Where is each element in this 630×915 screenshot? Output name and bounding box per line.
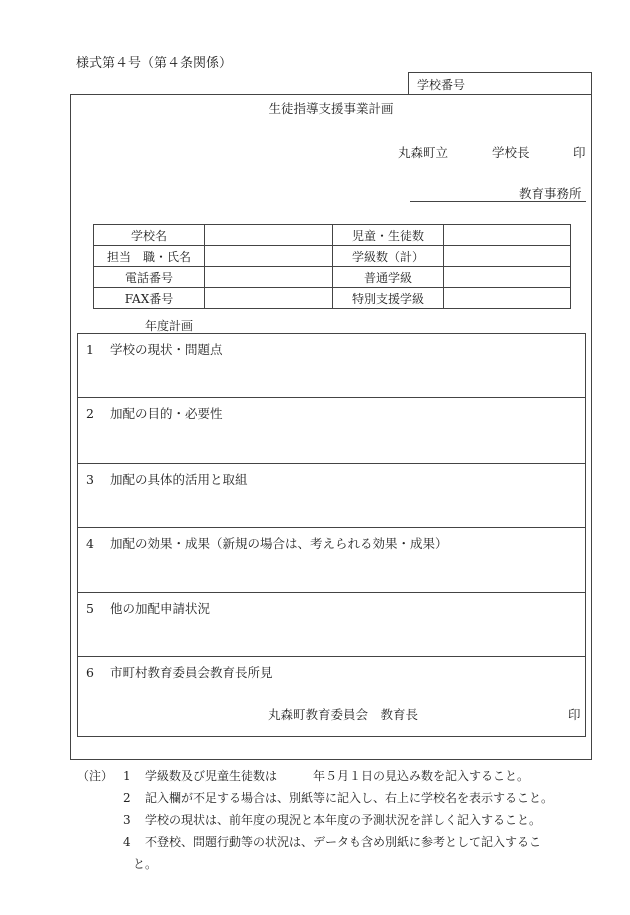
- section-title: 他の加配申請状況: [110, 601, 211, 616]
- table-label-cell: 特別支援学級: [333, 288, 444, 309]
- section-number: 4: [86, 536, 94, 551]
- section-title: 学校の現状・問題点: [110, 342, 223, 357]
- table-input-cell[interactable]: [444, 246, 571, 267]
- section-title: 加配の効果・成果（新規の場合は、考えられる効果・成果）: [110, 536, 448, 551]
- section-number: 1: [86, 342, 94, 357]
- principal-label: 学校長: [492, 145, 530, 160]
- note-number: 3: [123, 813, 131, 827]
- note-number: 4: [123, 835, 131, 849]
- table-label-cell: 児童・生徒数: [333, 225, 444, 246]
- plan-section-1[interactable]: [77, 333, 586, 398]
- annual-plan-label: 年度計画: [145, 319, 194, 333]
- table-label-cell: 普通学級: [333, 267, 444, 288]
- table-input-cell[interactable]: [205, 267, 333, 288]
- table-input-cell[interactable]: [444, 267, 571, 288]
- plan-section-6[interactable]: [77, 656, 586, 737]
- plan-section-3[interactable]: [77, 463, 586, 528]
- section-number: 2: [86, 406, 94, 421]
- school-info-table: [93, 224, 571, 309]
- note-text: 学級数及び児童生徒数は 年５月１日の見込み数を記入すること。: [145, 769, 530, 783]
- note-item: [77, 787, 597, 809]
- note-item: [77, 765, 597, 787]
- section-number: 3: [86, 472, 94, 487]
- school-number-label: 学校番号: [417, 78, 466, 92]
- section-title: 市町村教育委員会教育長所見: [110, 665, 273, 680]
- education-office-underline: [410, 201, 586, 202]
- note-text: 記入欄が不足する場合は、別紙等に記入し、右上に学校名を表示すること。: [145, 791, 554, 805]
- school-number-box[interactable]: [408, 72, 592, 94]
- board-seal-mark: 印: [568, 707, 581, 722]
- table-input-cell[interactable]: [444, 288, 571, 309]
- note-continuation: と。: [133, 857, 158, 871]
- table-input-cell[interactable]: [205, 225, 333, 246]
- form-number-label: 様式第４号（第４条関係）: [76, 56, 233, 71]
- board-signature-label: 丸森町教育委員会 教育長: [268, 707, 419, 722]
- table-row: [94, 225, 571, 246]
- note-continuation-row: [77, 853, 597, 875]
- table-row: [94, 288, 571, 309]
- education-office-label: 教育事務所: [519, 186, 582, 201]
- note-text: 学校の現状は、前年度の現況と本年度の予測状況を詳しく記入すること。: [145, 813, 542, 827]
- table-input-cell[interactable]: [205, 246, 333, 267]
- note-item: [77, 809, 597, 831]
- table-label-cell: FAX番号: [94, 288, 205, 309]
- section-number: 5: [86, 601, 94, 616]
- document-title: 生徒指導支援事業計画: [268, 101, 394, 116]
- plan-section-2[interactable]: [77, 397, 586, 464]
- section-number: 6: [86, 665, 94, 680]
- note-item: [77, 831, 597, 853]
- plan-section-5[interactable]: [77, 592, 586, 657]
- note-number: 2: [123, 791, 131, 805]
- table-row: [94, 267, 571, 288]
- section-title: 加配の具体的活用と取組: [110, 472, 248, 487]
- table-label-cell: 担当 職・氏名: [94, 246, 205, 267]
- table-label-cell: 電話番号: [94, 267, 205, 288]
- table-input-cell[interactable]: [205, 288, 333, 309]
- principal-seal-mark: 印: [573, 145, 586, 160]
- town-label: 丸森町立: [398, 145, 449, 160]
- table-input-cell[interactable]: [444, 225, 571, 246]
- table-label-cell: 学級数（計）: [333, 246, 444, 267]
- plan-section-4[interactable]: [77, 527, 586, 593]
- notes-lead: （注）: [77, 769, 114, 783]
- note-number: 1: [123, 769, 131, 783]
- notes-section: [77, 765, 597, 875]
- section-title: 加配の目的・必要性: [110, 406, 223, 421]
- table-label-cell: 学校名: [94, 225, 205, 246]
- table-row: [94, 246, 571, 267]
- note-text: 不登校、問題行動等の状況は、データも含め別紙に参考として記入するこ: [145, 835, 542, 849]
